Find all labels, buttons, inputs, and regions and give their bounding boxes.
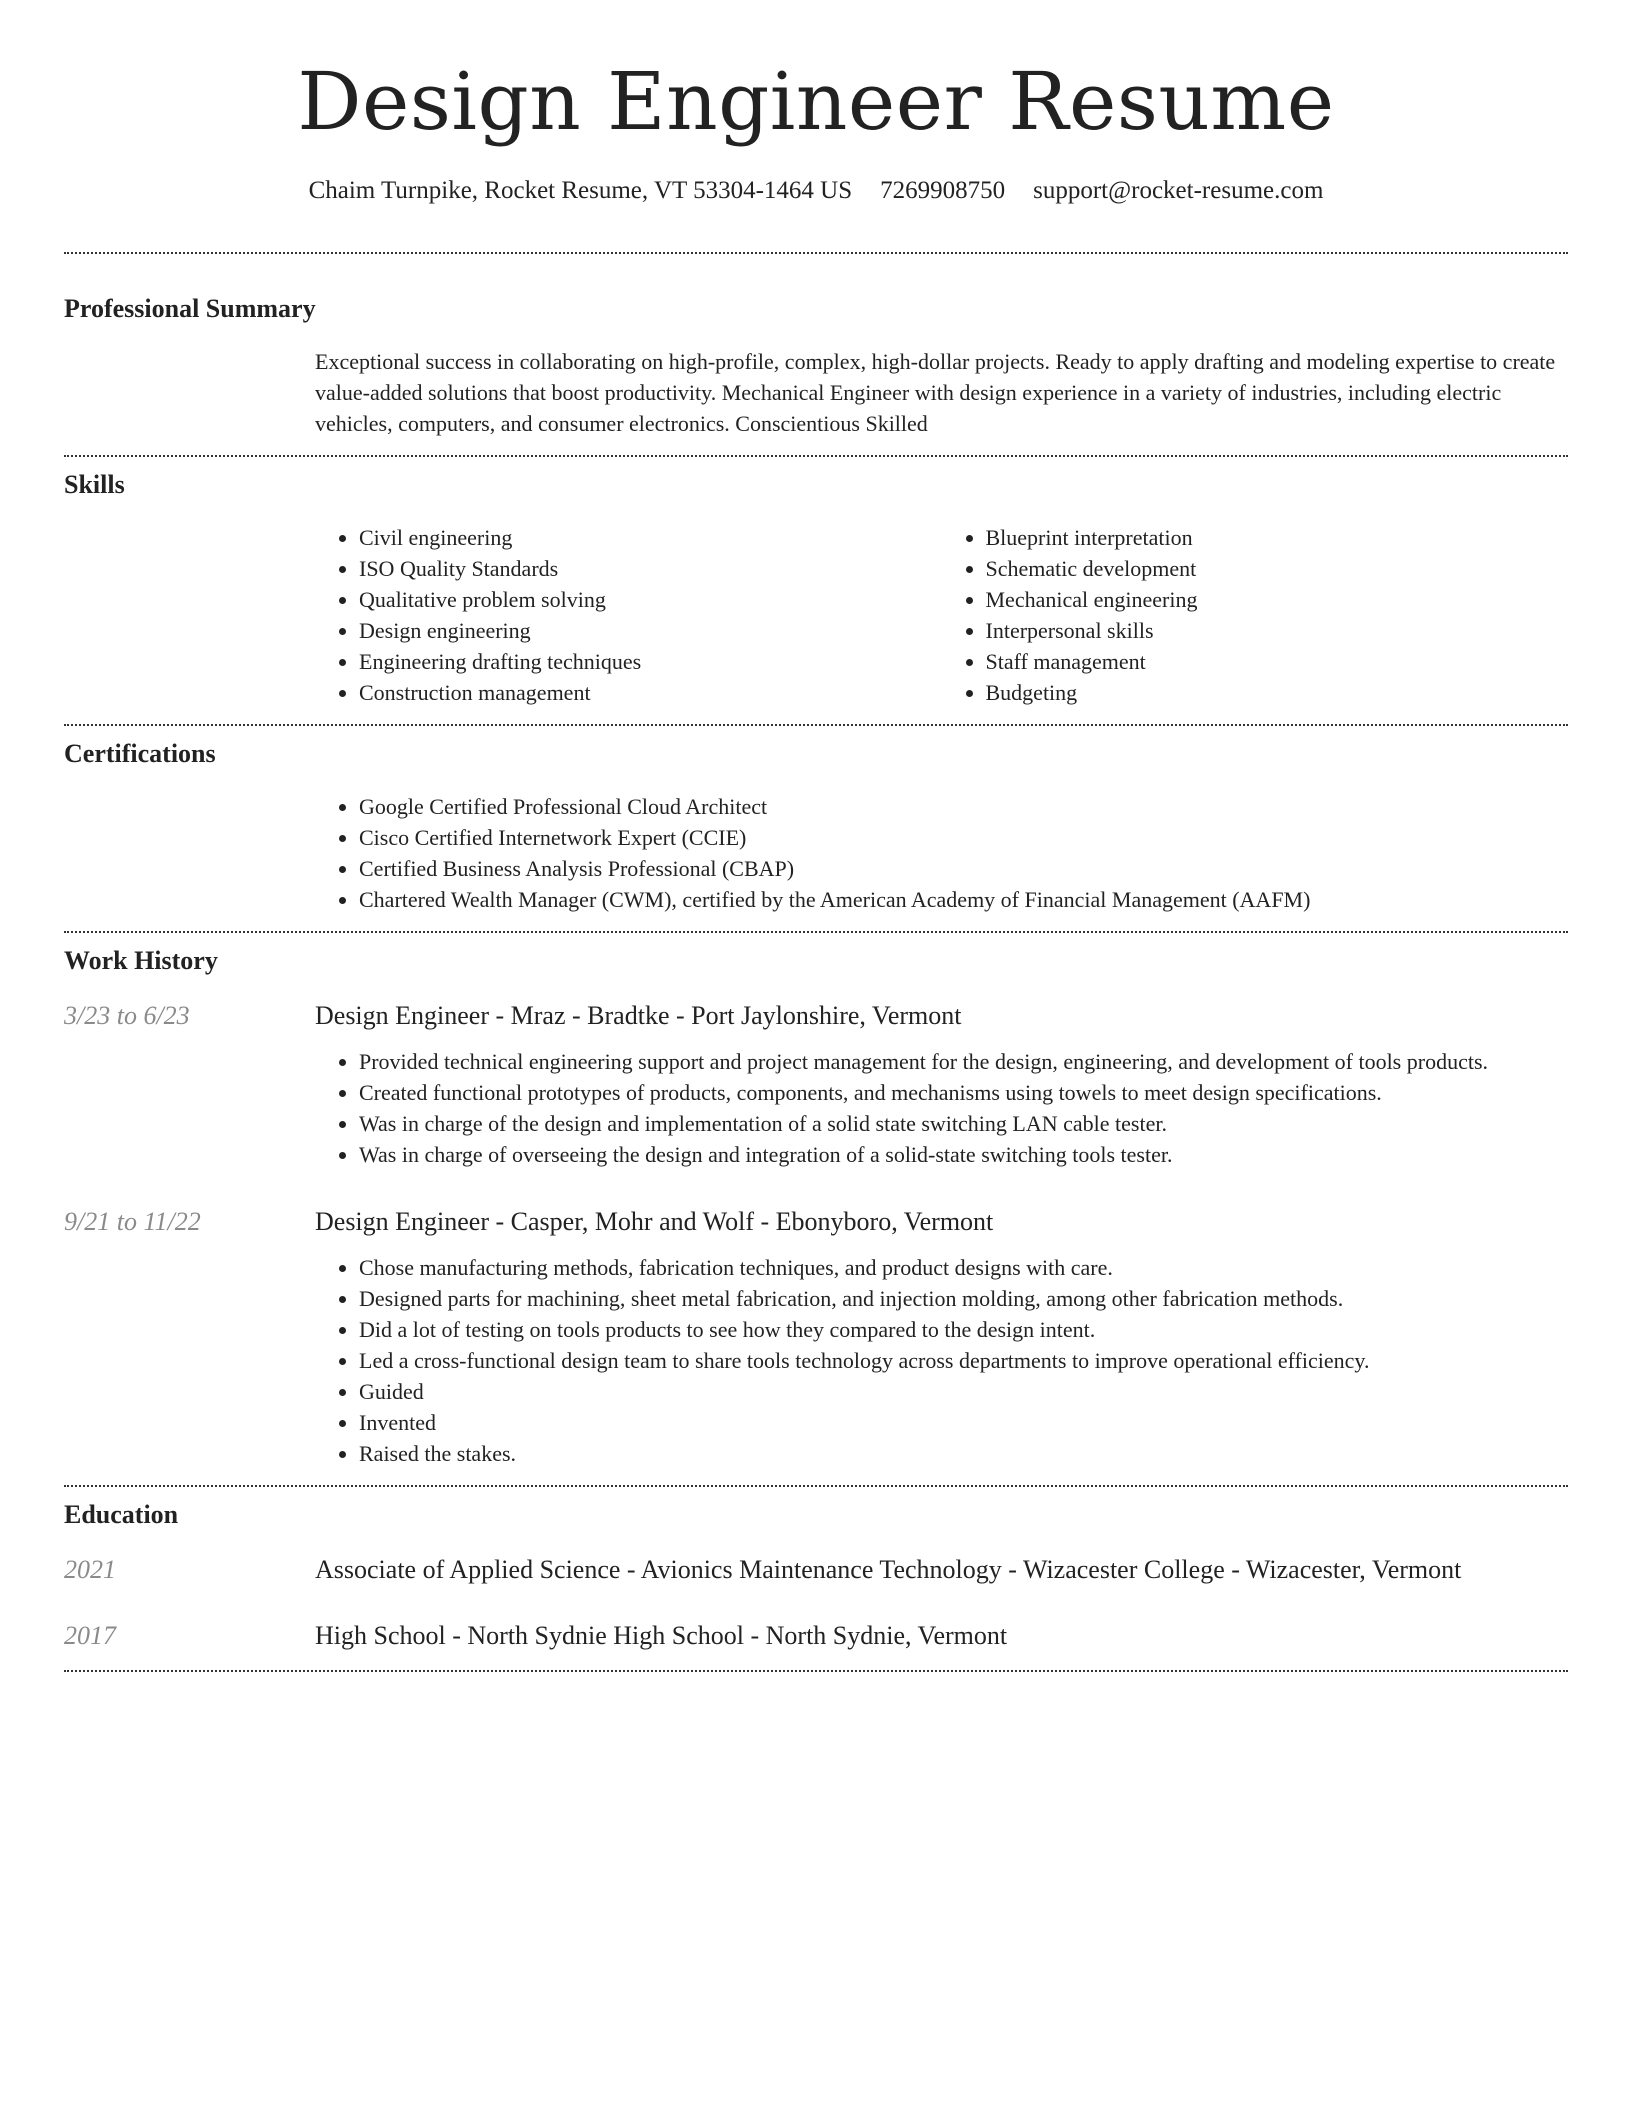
skills-columns: [315, 522, 1568, 708]
job-bullet: • Designed parts for machining, sheet metal fabrication, and injection molding, among other fabrication methods.: [359, 1283, 1568, 1314]
certification-item: • Certified Business Analysis Professional (CBAP): [359, 853, 1568, 884]
job-bullet: • Chose manufacturing methods, fabrication techniques, and product designs with care.: [359, 1252, 1568, 1283]
education-title: High School - North Sydnie High School - North Sydnie, Vermont: [315, 1621, 1008, 1650]
education-title: Associate of Applied Science - Avionics Maintenance Technology - Wizacester College - Wizacester, Vermont: [315, 1555, 1462, 1584]
job-title: Design Engineer - Casper, Mohr and Wolf - Ebonyboro, Vermont: [315, 1207, 994, 1236]
skill-item: • Blueprint interpretation: [986, 522, 1569, 553]
skills-section: [64, 457, 1568, 724]
education-entry: [64, 1552, 1568, 1588]
job-bullet: • Did a lot of testing on tools products to see how they compared to the design intent.: [359, 1314, 1568, 1345]
certifications-section: [64, 726, 1568, 931]
job-bullet: • Provided technical engineering support and project management for the design, engineering, and development of tools products.: [359, 1046, 1568, 1077]
skills-list-left: [315, 522, 942, 708]
certifications-body: [315, 791, 1568, 915]
skill-item: • Budgeting: [986, 677, 1569, 708]
education-year: 2021: [64, 1555, 116, 1584]
job-bullet: • Raised the stakes.: [359, 1438, 1568, 1469]
contact-line: [64, 174, 1568, 208]
job-bullet: • Invented: [359, 1407, 1568, 1438]
education-section: [64, 1487, 1568, 1670]
education-year: 2017: [64, 1621, 116, 1650]
contact-phone: 7269908750: [880, 177, 1006, 204]
job-bullets: [315, 1252, 1568, 1469]
job-bullet: • Was in charge of the design and implementation of a solid state switching LAN cable tester.: [359, 1108, 1568, 1139]
skill-item: • Schematic development: [986, 553, 1569, 584]
education-entry: [64, 1618, 1568, 1654]
job-title: Design Engineer - Mraz - Bradtke - Port Jaylonshire, Vermont: [315, 1001, 962, 1030]
job-bullet: • Was in charge of overseeing the design and integration of a solid-state switching tools tester.: [359, 1139, 1568, 1170]
skill-item: • Staff management: [986, 646, 1569, 677]
skill-item: • Mechanical engineering: [986, 584, 1569, 615]
job-bullet: • Led a cross-functional design team to share tools technology across departments to improve operational efficiency.: [359, 1345, 1568, 1376]
section-heading-certifications: Certifications: [64, 739, 216, 768]
certification-item: • Chartered Wealth Manager (CWM), certified by the American Academy of Financial Management (AAFM): [359, 884, 1568, 915]
skill-item: • Engineering drafting techniques: [359, 646, 942, 677]
contact-address: Chaim Turnpike, Rocket Resume, VT 53304-1464 US: [308, 177, 853, 204]
section-heading-summary: Professional Summary: [64, 294, 316, 323]
summary-text: Exceptional success in collaborating on high-profile, complex, high-dollar projects. Ready to apply drafting and modeling expertise to create value-added solutions that boost productivity. Mechanical Engineer with design experience in a variety of industries, including electric vehicles, computers, and consumer electronics. Conscientious Skilled: [315, 349, 1556, 436]
job-dates: 9/21 to 11/22: [64, 1207, 201, 1236]
resume-page: [64, 0, 1568, 1672]
job-dates: 3/23 to 6/23: [64, 1001, 190, 1030]
skill-item: • ISO Quality Standards: [359, 553, 942, 584]
skill-item: • Qualitative problem solving: [359, 584, 942, 615]
section-heading-education: Education: [64, 1500, 179, 1529]
resume-title: Design Engineer Resume: [297, 55, 1335, 148]
skill-item: • Construction management: [359, 677, 942, 708]
skill-item: • Interpersonal skills: [986, 615, 1569, 646]
section-divider: [64, 1670, 1568, 1672]
work-section: [64, 933, 1568, 1485]
job-entry: [64, 1204, 1568, 1469]
certification-item: • Google Certified Professional Cloud Architect: [359, 791, 1568, 822]
contact-email: support@rocket-resume.com: [1033, 177, 1324, 204]
summary-section: [64, 254, 1568, 455]
job-bullets: [315, 1046, 1568, 1170]
certification-item: • Cisco Certified Internetwork Expert (CCIE): [359, 822, 1568, 853]
certifications-list: [315, 791, 1568, 915]
skill-item: • Design engineering: [359, 615, 942, 646]
job-entry: [64, 998, 1568, 1170]
job-bullet: • Guided: [359, 1376, 1568, 1407]
skill-item: • Civil engineering: [359, 522, 942, 553]
skills-list-right: [942, 522, 1569, 708]
section-heading-work: Work History: [64, 946, 218, 975]
job-bullet: • Created functional prototypes of products, components, and mechanisms using towels to meet design specifications.: [359, 1077, 1568, 1108]
section-heading-skills: Skills: [64, 470, 125, 499]
